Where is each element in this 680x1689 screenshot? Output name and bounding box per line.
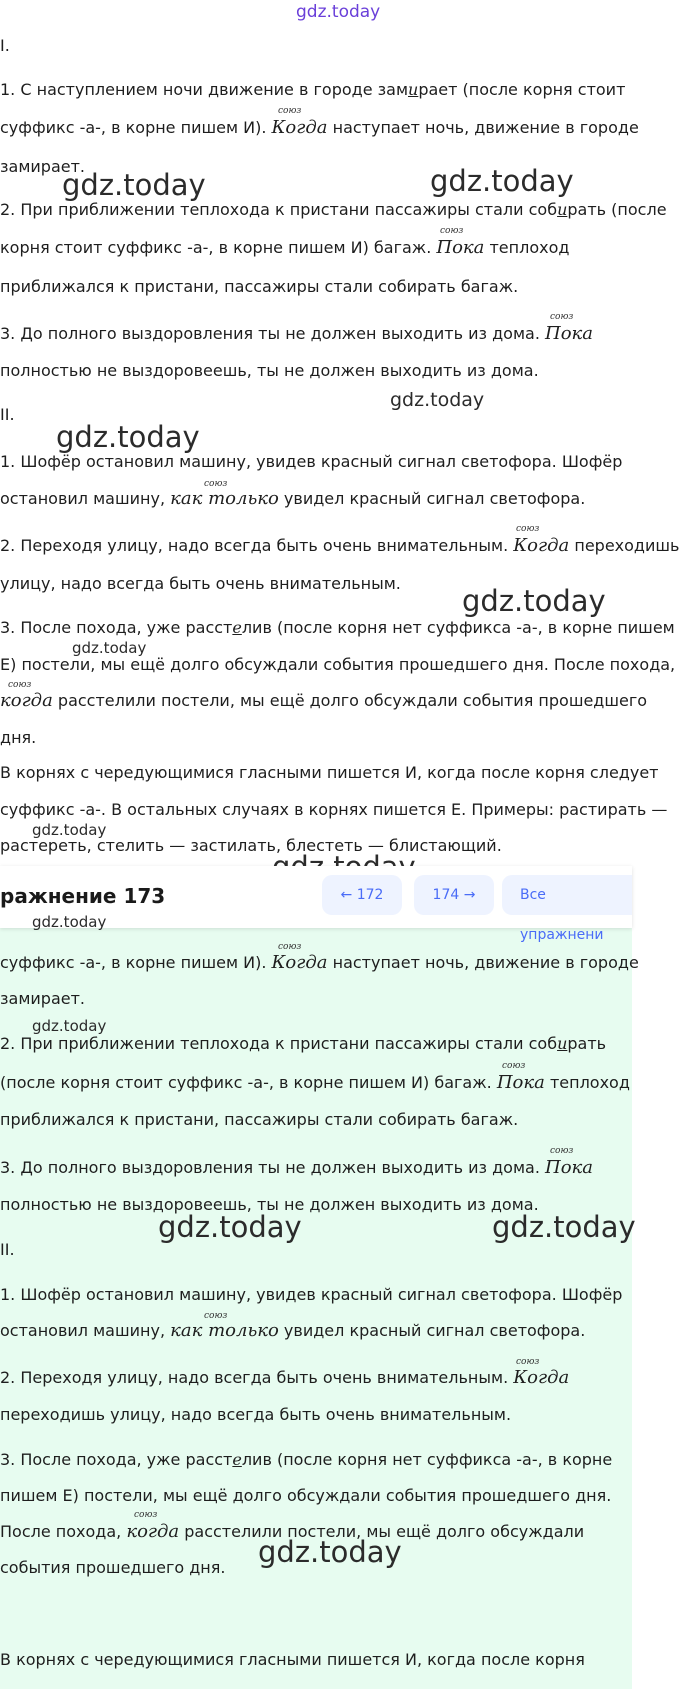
text-line: 2. Переходя улицу, надо всегда быть очень внимательным. Когда переходишь xyxy=(0,535,680,556)
text-line: когда расстелили постели, мы ещё долго обсуждали события прошедшего xyxy=(0,690,648,711)
conjunction-tag: союз xyxy=(8,680,32,690)
prev-exercise-label: 172 xyxy=(356,887,384,903)
section-heading-ii: II. xyxy=(0,405,15,424)
text-line: 2. Переходя улицу, надо всегда быть очень внимательным. Когда xyxy=(0,1367,570,1388)
text-line: события прошедшего дня. xyxy=(0,1558,226,1577)
text-line: 1. Шофёр остановил машину, увидев красный сигнал светофора. Шофёр xyxy=(0,1285,623,1304)
text-line: переходишь улицу, надо всегда быть очень внимательным. xyxy=(0,1405,512,1424)
next-exercise-button[interactable] xyxy=(414,875,494,915)
watermark: gdz.today xyxy=(258,1535,402,1569)
exercise-title: ражнение 173 xyxy=(0,884,166,908)
watermark: gdz.today xyxy=(430,164,574,198)
conjunction-tag: союз xyxy=(440,226,464,236)
text-line: 3. После похода, уже расстелив (после корня нет суффикса -а-, в корне xyxy=(0,1450,613,1469)
conjunction-tag: союз xyxy=(550,1146,574,1156)
text-line: 2. При приближении теплохода к пристани пассажиры стали собирать xyxy=(0,1034,607,1053)
text-line: После похода, когда расстелили постели, мы ещё долго обсуждали xyxy=(0,1521,585,1542)
text-line: замирает. xyxy=(0,989,85,1008)
text-line: замирает. xyxy=(0,157,85,176)
watermark: gdz.today xyxy=(492,1210,636,1244)
text-line: (после корня стоит суффикс -а-, в корне пишем И) багаж. Пока теплоход xyxy=(0,1072,630,1093)
text-line: 2. При приближении теплохода к пристани пассажиры стали собирать (после xyxy=(0,200,667,219)
text-line: растереть, стелить — застилать, блестеть — блистающий. xyxy=(0,836,502,855)
watermark: gdz.today xyxy=(62,168,206,202)
text-line: полностью не выздоровеешь, ты не должен выходить из дома. xyxy=(0,1195,539,1214)
site-logo-link[interactable]: gdz.today xyxy=(296,2,381,22)
text-line: улицу, надо всегда быть очень внимательным. xyxy=(0,574,401,593)
text-line: 1. С наступлением ночи движение в городе замирает (после корня стоит xyxy=(0,80,626,99)
text-line: В корнях с чередующимися гласными пишется И, когда после корня следует xyxy=(0,763,659,782)
conjunction-tag: союз xyxy=(550,312,574,322)
conjunction-tag: союз xyxy=(278,106,302,116)
watermark: gdz.today xyxy=(32,821,107,839)
watermark: gdz.today xyxy=(158,1210,302,1244)
conjunction-tag: союз xyxy=(516,524,540,534)
watermark: gdz.today xyxy=(462,584,606,618)
text-line: остановил машину, как только увидел красный сигнал светофора. xyxy=(0,488,586,509)
text-line: дня. xyxy=(0,728,37,747)
text-line: полностью не выздоровеешь, ты не должен выходить из дома. xyxy=(0,361,539,380)
text-line: пишем Е) постели, мы ещё долго обсуждали события прошедшего дня. xyxy=(0,1486,612,1505)
text-line: корня стоит суффикс -а-, в корне пишем И) багаж. Пока теплоход xyxy=(0,237,570,258)
text-line: остановил машину, как только увидел красный сигнал светофора. xyxy=(0,1320,586,1341)
text-line: приближался к пристани, пассажиры стали собирать багаж. xyxy=(0,277,519,296)
arrow-left-icon: ← xyxy=(340,887,353,903)
conjunction-tag: союз xyxy=(204,1311,228,1321)
arrow-right-icon: → xyxy=(463,887,476,903)
text-line: приближался к пристани, пассажиры стали собирать багаж. xyxy=(0,1110,519,1129)
text-line: В корнях с чередующимися гласными пишется И, когда после корня xyxy=(0,1650,585,1669)
text-line: 3. До полного выздоровления ты не должен выходить из дома. Пока xyxy=(0,323,594,344)
watermark: gdz.today xyxy=(390,389,485,411)
text-line: Е) постели, мы ещё долго обсуждали события прошедшего дня. После похода, xyxy=(0,655,676,674)
conjunction-tag: союз xyxy=(204,479,228,489)
all-exercises-button[interactable]: Все упражнени xyxy=(502,875,632,915)
text-line: суффикс -а-. В остальных случаях в корнях пишется Е. Примеры: растирать — xyxy=(0,800,668,819)
watermark: gdz.today xyxy=(32,1017,107,1035)
watermark: gdz.today xyxy=(32,913,107,931)
conjunction-tag: союз xyxy=(134,1510,158,1520)
conjunction-tag: союз xyxy=(278,942,302,952)
text-line: 1. Шофёр остановил машину, увидев красный сигнал светофора. Шофёр xyxy=(0,452,623,471)
watermark: gdz.today xyxy=(56,420,200,454)
conjunction-tag: союз xyxy=(502,1061,526,1071)
text-line: суффикс -а-, в корне пишем И). Когда наступает ночь, движение в городе xyxy=(0,952,639,973)
text-line: суффикс -а-, в корне пишем И). Когда наступает ночь, движение в городе xyxy=(0,117,639,138)
section-heading-ii: II. xyxy=(0,1240,15,1259)
text-line: 3. До полного выздоровления ты не должен выходить из дома. Пока xyxy=(0,1157,594,1178)
conjunction-tag: союз xyxy=(516,1357,540,1367)
prev-exercise-button[interactable] xyxy=(322,875,402,915)
watermark: gdz.today xyxy=(72,639,147,657)
section-heading-i: I. xyxy=(0,36,10,55)
next-exercise-label: 174 xyxy=(432,887,460,903)
text-line: 3. После похода, уже расстелив (после корня нет суффикса -а-, в корне пишем xyxy=(0,618,675,637)
